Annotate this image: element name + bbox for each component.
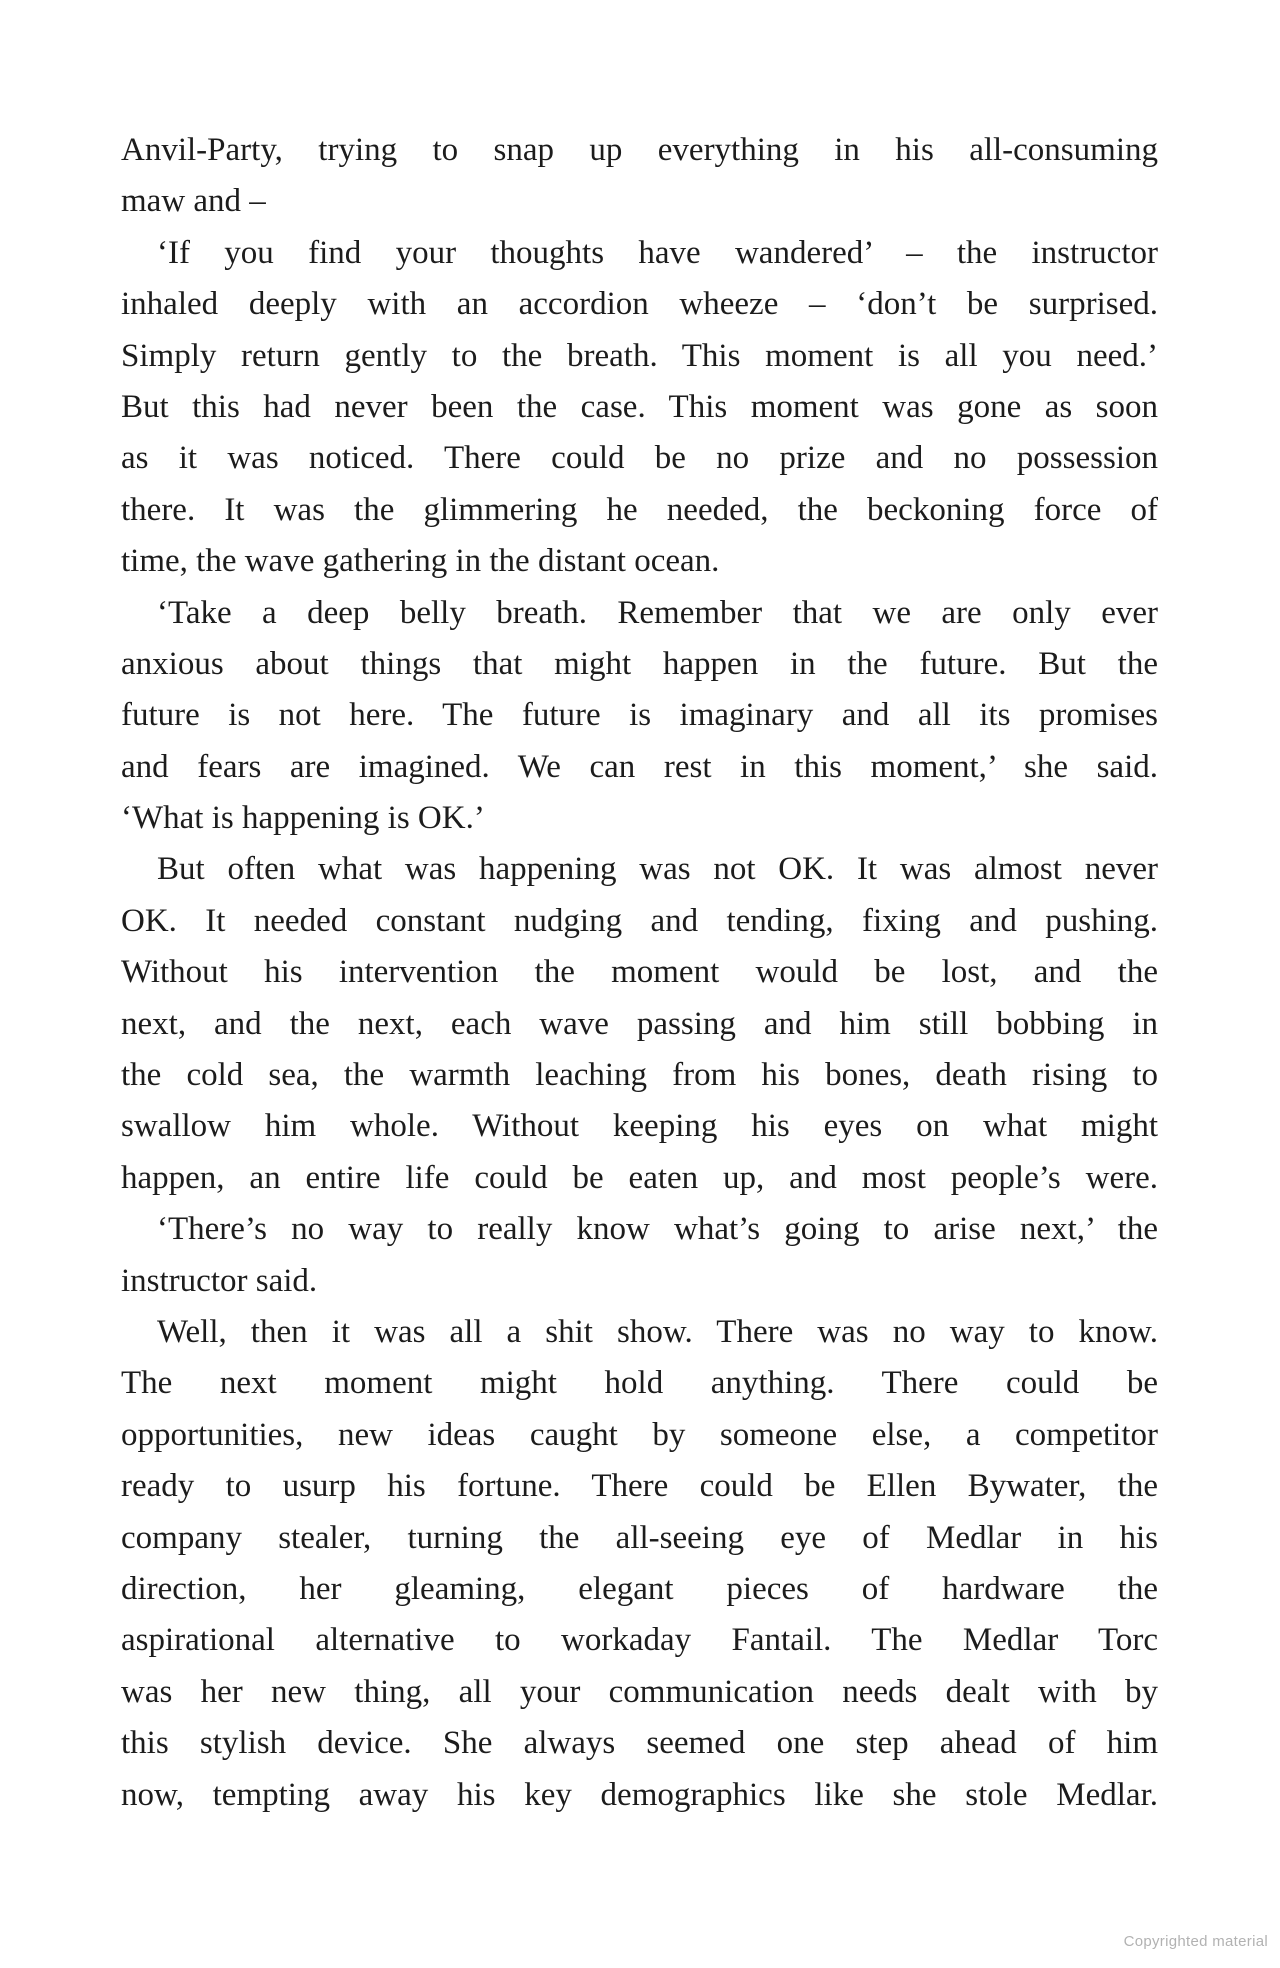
text-line: anxious about things that might happen in the future. But the [121, 645, 1158, 682]
text-line: next, and the next, each wave passing and him still bobbing in [121, 1005, 1158, 1042]
text-line: now, tempting away his key demographics like she stole Medlar. [121, 1776, 1158, 1813]
body-text [121, 125, 1158, 1821]
text-line: was her new thing, all your communication needs dealt with by [121, 1673, 1158, 1710]
text-line: inhaled deeply with an accordion wheeze – ‘don’t be surprised. [121, 286, 1158, 323]
text-line: company stealer, turning the all-seeing eye of Medlar in his [121, 1519, 1158, 1556]
copyright-watermark: Copyrighted material [1123, 1933, 1268, 1950]
text-line: happen, an entire life could be eaten up, and most people’s were. [121, 1159, 1158, 1196]
text-line: ready to usurp his fortune. There could be Ellen Bywater, the [121, 1468, 1158, 1505]
text-line: Without his intervention the moment would be lost, and the [121, 954, 1158, 991]
text-line: direction, her gleaming, elegant pieces of hardware the [121, 1570, 1158, 1607]
text-line: future is not here. The future is imaginary and all its promises [121, 697, 1158, 734]
text-line: ‘What is happening is OK.’ [121, 800, 485, 837]
text-line: instructor said. [121, 1262, 318, 1299]
text-line: The next moment might hold anything. There could be [121, 1365, 1158, 1402]
text-line: ‘If you find your thoughts have wandered’ – the instructor [157, 234, 1158, 271]
text-line: ‘Take a deep belly breath. Remember that we are only ever [157, 594, 1158, 631]
text-line: Simply return gently to the breath. This moment is all you need.’ [121, 337, 1158, 374]
text-line: Well, then it was all a shit show. There was no way to know. [157, 1313, 1158, 1350]
text-line: the cold sea, the warmth leaching from his bones, death rising to [121, 1057, 1158, 1094]
text-line: and fears are imagined. We can rest in this moment,’ she said. [121, 748, 1158, 785]
text-line: this stylish device. She always seemed one step ahead of him [121, 1725, 1158, 1762]
text-line: time, the wave gathering in the distant ocean. [121, 543, 720, 580]
text-line: there. It was the glimmering he needed, the beckoning force of [121, 491, 1158, 528]
text-line: But often what was happening was not OK. It was almost never [157, 851, 1158, 888]
text-line: maw and – [121, 183, 266, 220]
text-line: Anvil-Party, trying to snap up everything in his all-consuming [121, 132, 1158, 168]
text-line: OK. It needed constant nudging and tending, fixing and pushing. [121, 902, 1158, 939]
text-line: ‘There’s no way to really know what’s going to arise next,’ the [157, 1211, 1158, 1248]
text-line: But this had never been the case. This moment was gone as soon [121, 388, 1158, 425]
text-line: opportunities, new ideas caught by someone else, a competitor [121, 1416, 1158, 1453]
text-line: as it was noticed. There could be no prize and no possession [121, 440, 1158, 477]
text-line: aspirational alternative to workaday Fantail. The Medlar Torc [121, 1622, 1158, 1659]
text-line: swallow him whole. Without keeping his eyes on what might [121, 1108, 1158, 1145]
